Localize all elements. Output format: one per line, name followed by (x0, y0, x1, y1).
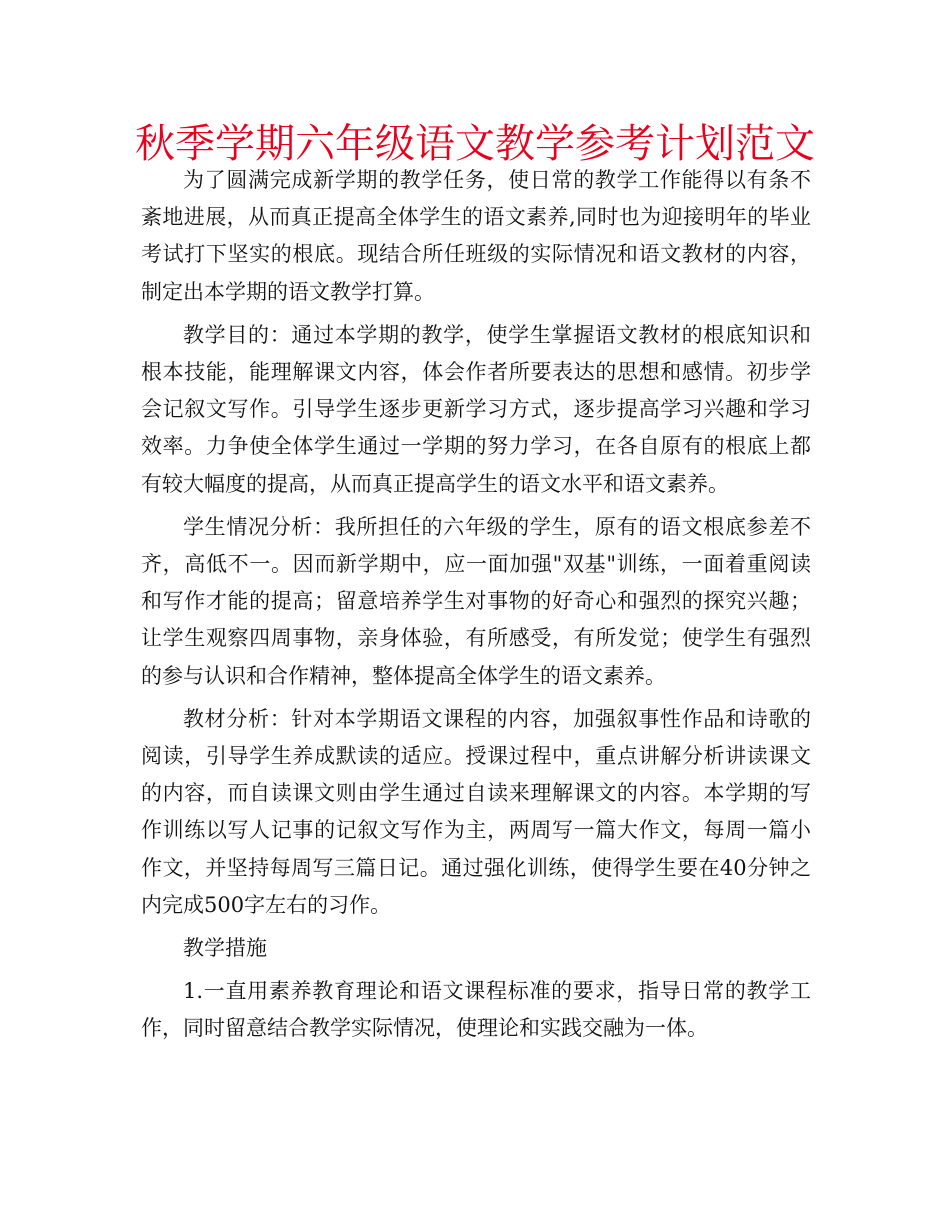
paragraph-textbook-analysis: 教材分析：针对本学期语文课程的内容，加强叙事性作品和诗歌的阅读，引导学生养成默读的适应。授课过程中，重点讲解分析讲读课文的内容，而自读课文则由学生通过自读来理解课文的内容。本学期的写作训练以写人记事的记叙文写作为主，两周写一篇大作文，每周一篇小作文，并坚持每周写三篇日记。通过强化训练，使得学生要在40分钟之内完成500字左右的习作。 (141, 706, 811, 917)
document-body (141, 162, 811, 1054)
section-heading-teaching-measures: 教学措施 (183, 936, 267, 961)
paragraph-measure-1: 1.一直用素养教育理论和语文课程标准的要求，指导日常的教学工作，同时留意结合教学实际情况，使理论和实践交融为一体。 (141, 979, 811, 1041)
paragraph-teaching-goals: 教学目的：通过本学期的教学，使学生掌握语文教材的根底知识和根本技能，能理解课文内容，体会作者所要表达的思想和感情。初步学会记叙文写作。引导学生逐步更新学习方式，逐步提高学习兴趣和学习效率。力争使全体学生通过一学期的努力学习，在各自原有的根底上都有较大幅度的提高，从而真正提高学生的语文水平和语文素养。 (141, 322, 811, 496)
paragraph-student-analysis: 学生情况分析：我所担任的六年级的学生，原有的语文根底参差不齐，高低不一。因而新学期中，应一面加强"双基"训练，一面着重阅读和写作才能的提高；留意培养学生对事物的好奇心和强烈的探究兴趣；让学生观察四周事物，亲身体验，有所感受，有所发觉；使学生有强烈的参与认识和合作精神，整体提高全体学生的语文素养。 (141, 514, 811, 688)
document-title: 秋季学期六年级语文教学参考计划范文 (135, 121, 815, 167)
paragraph-intro: 为了圆满完成新学期的教学任务，使日常的教学工作能得以有条不紊地进展，从而真正提高全体学生的语文素养,同时也为迎接明年的毕业考试打下坚实的根底。现结合所任班级的实际情况和语文教材的内容，制定出本学期的语文教学打算。 (141, 168, 811, 304)
